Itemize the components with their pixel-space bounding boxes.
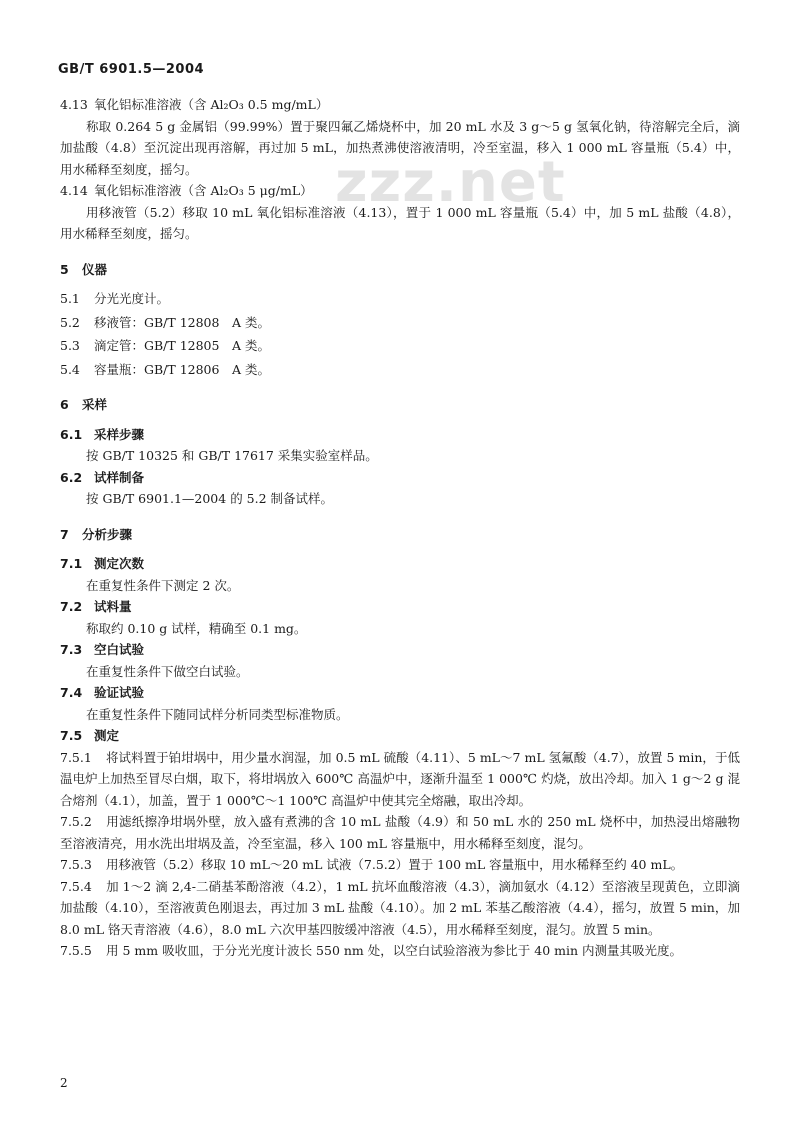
step-number: 7.5.5: [60, 943, 92, 958]
step-text: 用移液管（5.2）移取 10 mL～20 mL 试液（7.5.2）置于 100 mL 容量瓶中，用水稀释至约 40 mL。: [106, 857, 684, 872]
step-7-5-4: [60, 876, 740, 941]
item-number: 5.2: [60, 314, 80, 330]
step-number: 7.5.1: [60, 749, 92, 765]
clause-7-1-heading: [60, 553, 740, 575]
step-text: 加 1～2 滴 2,4-二硝基苯酚溶液（4.2），1 mL 抗坏血酸溶液（4.3），滴加氨水（4.12）至溶液呈现黄色，立即滴加盐酸（4.10），至溶液黄色刚退去，再过加 3 mL 盐酸（4.10）。加 2 mL 苯基乙酸溶液（4.4），摇匀，放置 5 min，加 8.0 mL 铬天青溶液（4.6），8.0 mL 六次甲基四胺缓冲溶液（4.5），用水稀释至刻度，混匀。放置 5 min。: [60, 878, 740, 937]
list-item: [60, 335, 740, 357]
clause-7-3-heading: [60, 639, 740, 661]
clause-7-5-heading: [60, 725, 740, 747]
clause-7-4-heading: [60, 682, 740, 704]
clause-7-2-body: 称取约 0.10 g 试样，精确至 0.1 mg。: [86, 620, 307, 636]
item-text: 滴定管：GB/T 12805 A 类。: [94, 338, 270, 353]
clause-title: 测定次数: [94, 556, 145, 571]
step-7-5-5: [60, 940, 740, 962]
section-7-heading: [60, 524, 740, 546]
section-title: 分析步骤: [82, 526, 133, 542]
clause-title: 验证试验: [94, 685, 145, 700]
clause-number: 7.4: [60, 685, 83, 700]
item-text: 移液管：GB/T 12808 A 类。: [94, 314, 270, 330]
item-number: 5.4: [60, 361, 80, 377]
clause-4-13-body: 称取 0.264 5 g 金属铝（99.99%）置于聚四氟乙烯烧杯中，加 20 mL 水及 3 g～5 g 氢氧化钠，待溶解完全后，滴加盐酸（4.8）至沉淀出现再溶解，再过加 5 mL，加热煮沸使溶液清明，冷至室温，移入 1 000 mL 容量瓶（5.4）中，用水稀释至刻度，摇匀。: [60, 118, 740, 177]
clause-title: 空白试验: [94, 642, 145, 657]
section-number: 7: [60, 526, 69, 542]
clause-7-2-heading: [60, 596, 740, 618]
standard-number: GB/T 6901.5—2004: [58, 62, 205, 77]
clause-number: 4.13: [60, 97, 88, 112]
clause-4-14-body: 用移液管（5.2）移取 10 mL 氧化铝标准溶液（4.13），置于 1 000 mL 容量瓶（5.4）中，加 5 mL 盐酸（4.8），用水稀释至刻度，摇匀。: [60, 204, 740, 241]
clause-7-3-body: 在重复性条件下做空白试验。: [86, 663, 249, 679]
item-number: 5.1: [60, 291, 80, 306]
list-item: [60, 359, 740, 381]
section-number: 5: [60, 261, 69, 277]
document-body: [60, 94, 740, 962]
step-text: 用 5 mm 吸收皿，于分光光度计波长 550 nm 处，以空白试验溶液为参比于 40 min 内测量其吸光度。: [106, 943, 682, 958]
step-number: 7.5.2: [60, 814, 92, 829]
clause-6-1-body: 按 GB/T 10325 和 GB/T 17617 采集实验室样品。: [86, 448, 378, 463]
instrument-list: [60, 288, 740, 380]
clause-7-1-body: 在重复性条件下测定 2 次。: [86, 577, 240, 593]
step-number: 7.5.4: [60, 878, 92, 894]
clause-number: 7.5: [60, 728, 83, 743]
step-7-5-3: [60, 854, 740, 876]
section-title: 仪器: [82, 261, 108, 277]
list-item: [60, 312, 740, 334]
clause-number: 6.2: [60, 469, 83, 485]
clause-6-2-heading: [60, 467, 740, 489]
clause-number: 7.2: [60, 599, 83, 614]
section-6-heading: [60, 394, 740, 416]
clause-6-2-body: 按 GB/T 6901.1—2004 的 5.2 制备试样。: [86, 491, 334, 506]
step-7-5-2: [60, 811, 740, 854]
clause-6-1-heading: [60, 424, 740, 446]
clause-4-13-heading: [60, 94, 740, 116]
step-text: 用滤纸擦净坩埚外壁，放入盛有煮沸的含 10 mL 盐酸（4.9）和 50 mL 水的 250 mL 烧杯中，加热浸出熔融物至溶液清亮，用水洗出坩埚及盖，冷至室温，移入 100 mL 容量瓶中，用水稀释至刻度，混匀。: [60, 814, 740, 851]
section-5-heading: [60, 259, 740, 281]
clause-7-4-body: 在重复性条件下随同试样分析同类型标准物质。: [86, 706, 349, 722]
clause-title: 采样步骤: [94, 426, 145, 442]
step-7-5-1: [60, 747, 740, 812]
clause-number: 7.3: [60, 642, 83, 657]
clause-title: 氧化铝标准溶液（含 Al₂O₃ 0.5 mg/mL）: [94, 97, 329, 112]
clause-title: 试样制备: [94, 469, 145, 485]
clause-title: 试料量: [94, 599, 132, 614]
clause-4-14-heading: [60, 180, 740, 202]
watermark: zzz.net: [335, 150, 566, 215]
step-text: 将试料置于铂坩埚中，用少量水润湿，加 0.5 mL 硫酸（4.11）、5 mL～7 mL 氢氟酸（4.7），放置 5 min，于低温电炉上加热至冒尽白烟，取下，将坩埚放入 600℃ 高温炉中，逐渐升温至 1 000℃ 灼烧，放出冷却。加入 1 g～2 g 混合熔剂（4.1），加盖，置于 1 000℃～1 100℃ 高温炉中使其完全熔融，取出冷却。: [60, 749, 740, 808]
page-number: 2: [60, 1076, 68, 1090]
section-title: 采样: [82, 397, 108, 412]
clause-title: 测定: [94, 728, 120, 743]
list-item: [60, 288, 740, 310]
clause-number: 6.1: [60, 426, 83, 442]
section-number: 6: [60, 397, 69, 412]
item-text: 分光光度计。: [94, 291, 170, 306]
step-number: 7.5.3: [60, 857, 92, 872]
clause-number: 7.1: [60, 556, 83, 571]
item-text: 容量瓶：GB/T 12806 A 类。: [94, 361, 270, 377]
item-number: 5.3: [60, 338, 80, 353]
clause-number: 4.14: [60, 183, 88, 198]
clause-title: 氧化铝标准溶液（含 Al₂O₃ 5 μg/mL）: [94, 183, 313, 198]
